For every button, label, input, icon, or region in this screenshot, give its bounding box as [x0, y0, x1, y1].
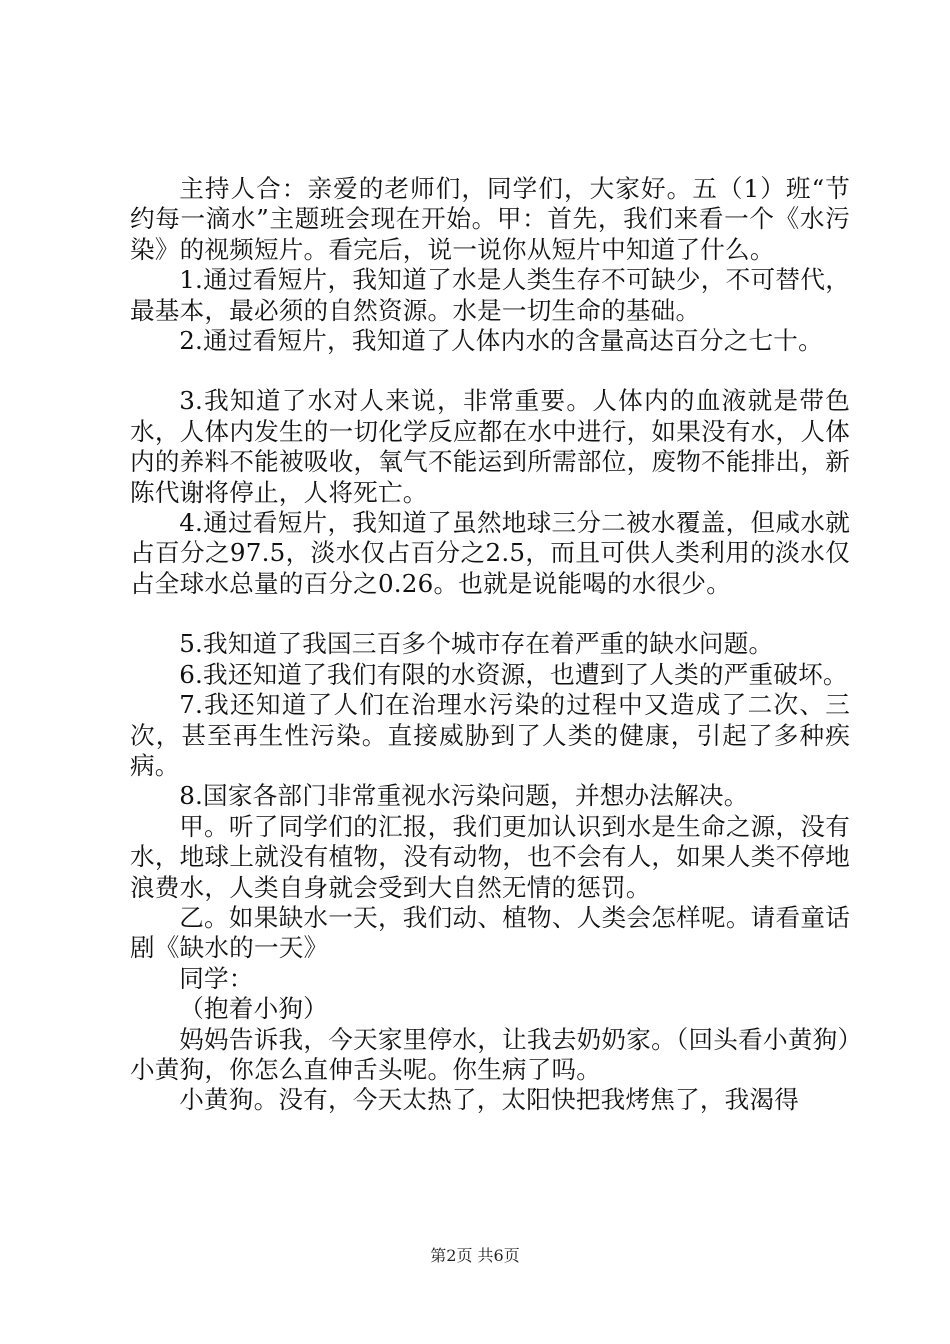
paragraph-item-7: 7.我还知道了人们在治理水污染的过程中又造成了二次、三次，甚至再生性污染。直接威胁到了人类的健康，引起了多种疾病。 — [130, 690, 850, 780]
paragraph-puppy: 小黄狗。没有，今天太热了，太阳快把我烤焦了，我渴得 — [179, 1085, 800, 1115]
paragraph-item-3: 3.我知道了水对人来说，非常重要。人体内的血液就是带色水，人体内发生的一切化学反应都在水中进行，如果没有水，人体内的养料不能被吸收，氧气不能运到所需部位，废物不能排出，新陈代谢将停止，人将死亡。 — [130, 386, 850, 507]
paragraph-intro: 主持人合：亲爱的老师们，同学们，大家好。五（1）班“节约每一滴水”主题班会现在开始。甲：首先，我们来看一个《水污染》的视频短片。看完后，说一说你从短片中知道了什么。 — [130, 174, 850, 264]
paragraph-yi: 乙。如果缺水一天，我们动、植物、人类会怎样呢。请看童话剧《缺水的一天》 — [130, 902, 850, 963]
page-number-footer: 第2页 共6页 — [430, 1246, 520, 1265]
paragraph-stage-direction: （抱着小狗） — [179, 994, 328, 1024]
document-body — [130, 174, 850, 1116]
paragraph-mom-said: 妈妈告诉我，今天家里停水，让我去奶奶家。（回头看小黄狗）小黄狗，你怎么直伸舌头呢。你生病了吗。 — [130, 1024, 850, 1084]
paragraph-item-6: 6.我还知道了我们有限的水资源，也遭到了人类的严重破坏。 — [179, 659, 848, 689]
paragraph-item-8: 8.国家各部门非常重视水污染问题，并想办法解决。 — [179, 781, 749, 811]
paragraph-item-4: 4.通过看短片，我知道了虽然地球三分二被水覆盖，但咸水就占百分之97.5，淡水仅占百分之2.5，而且可供人类利用的淡水仅占全球水总量的百分之0.26。也就是说能喝的水很少。 — [130, 508, 850, 598]
paragraph-item-2: 2.通过看短片，我知道了人体内水的含量高达百分之七十。 — [179, 326, 823, 356]
paragraph-classmate: 同学： — [179, 963, 254, 993]
paragraph-item-5: 5.我知道了我国三百多个城市存在着严重的缺水问题。 — [179, 629, 774, 659]
paragraph-item-1: 1.通过看短片，我知道了水是人类生存不可缺少，不可替代，最基本，最必须的自然资源。水是一切生命的基础。 — [130, 265, 850, 325]
paragraph-jia: 甲。听了同学们的汇报，我们更加认识到水是生命之源，没有水，地球上就没有植物，没有动物，也不会有人，如果人类不停地浪费水，人类自身就会受到大自然无情的惩罚。 — [130, 811, 850, 902]
